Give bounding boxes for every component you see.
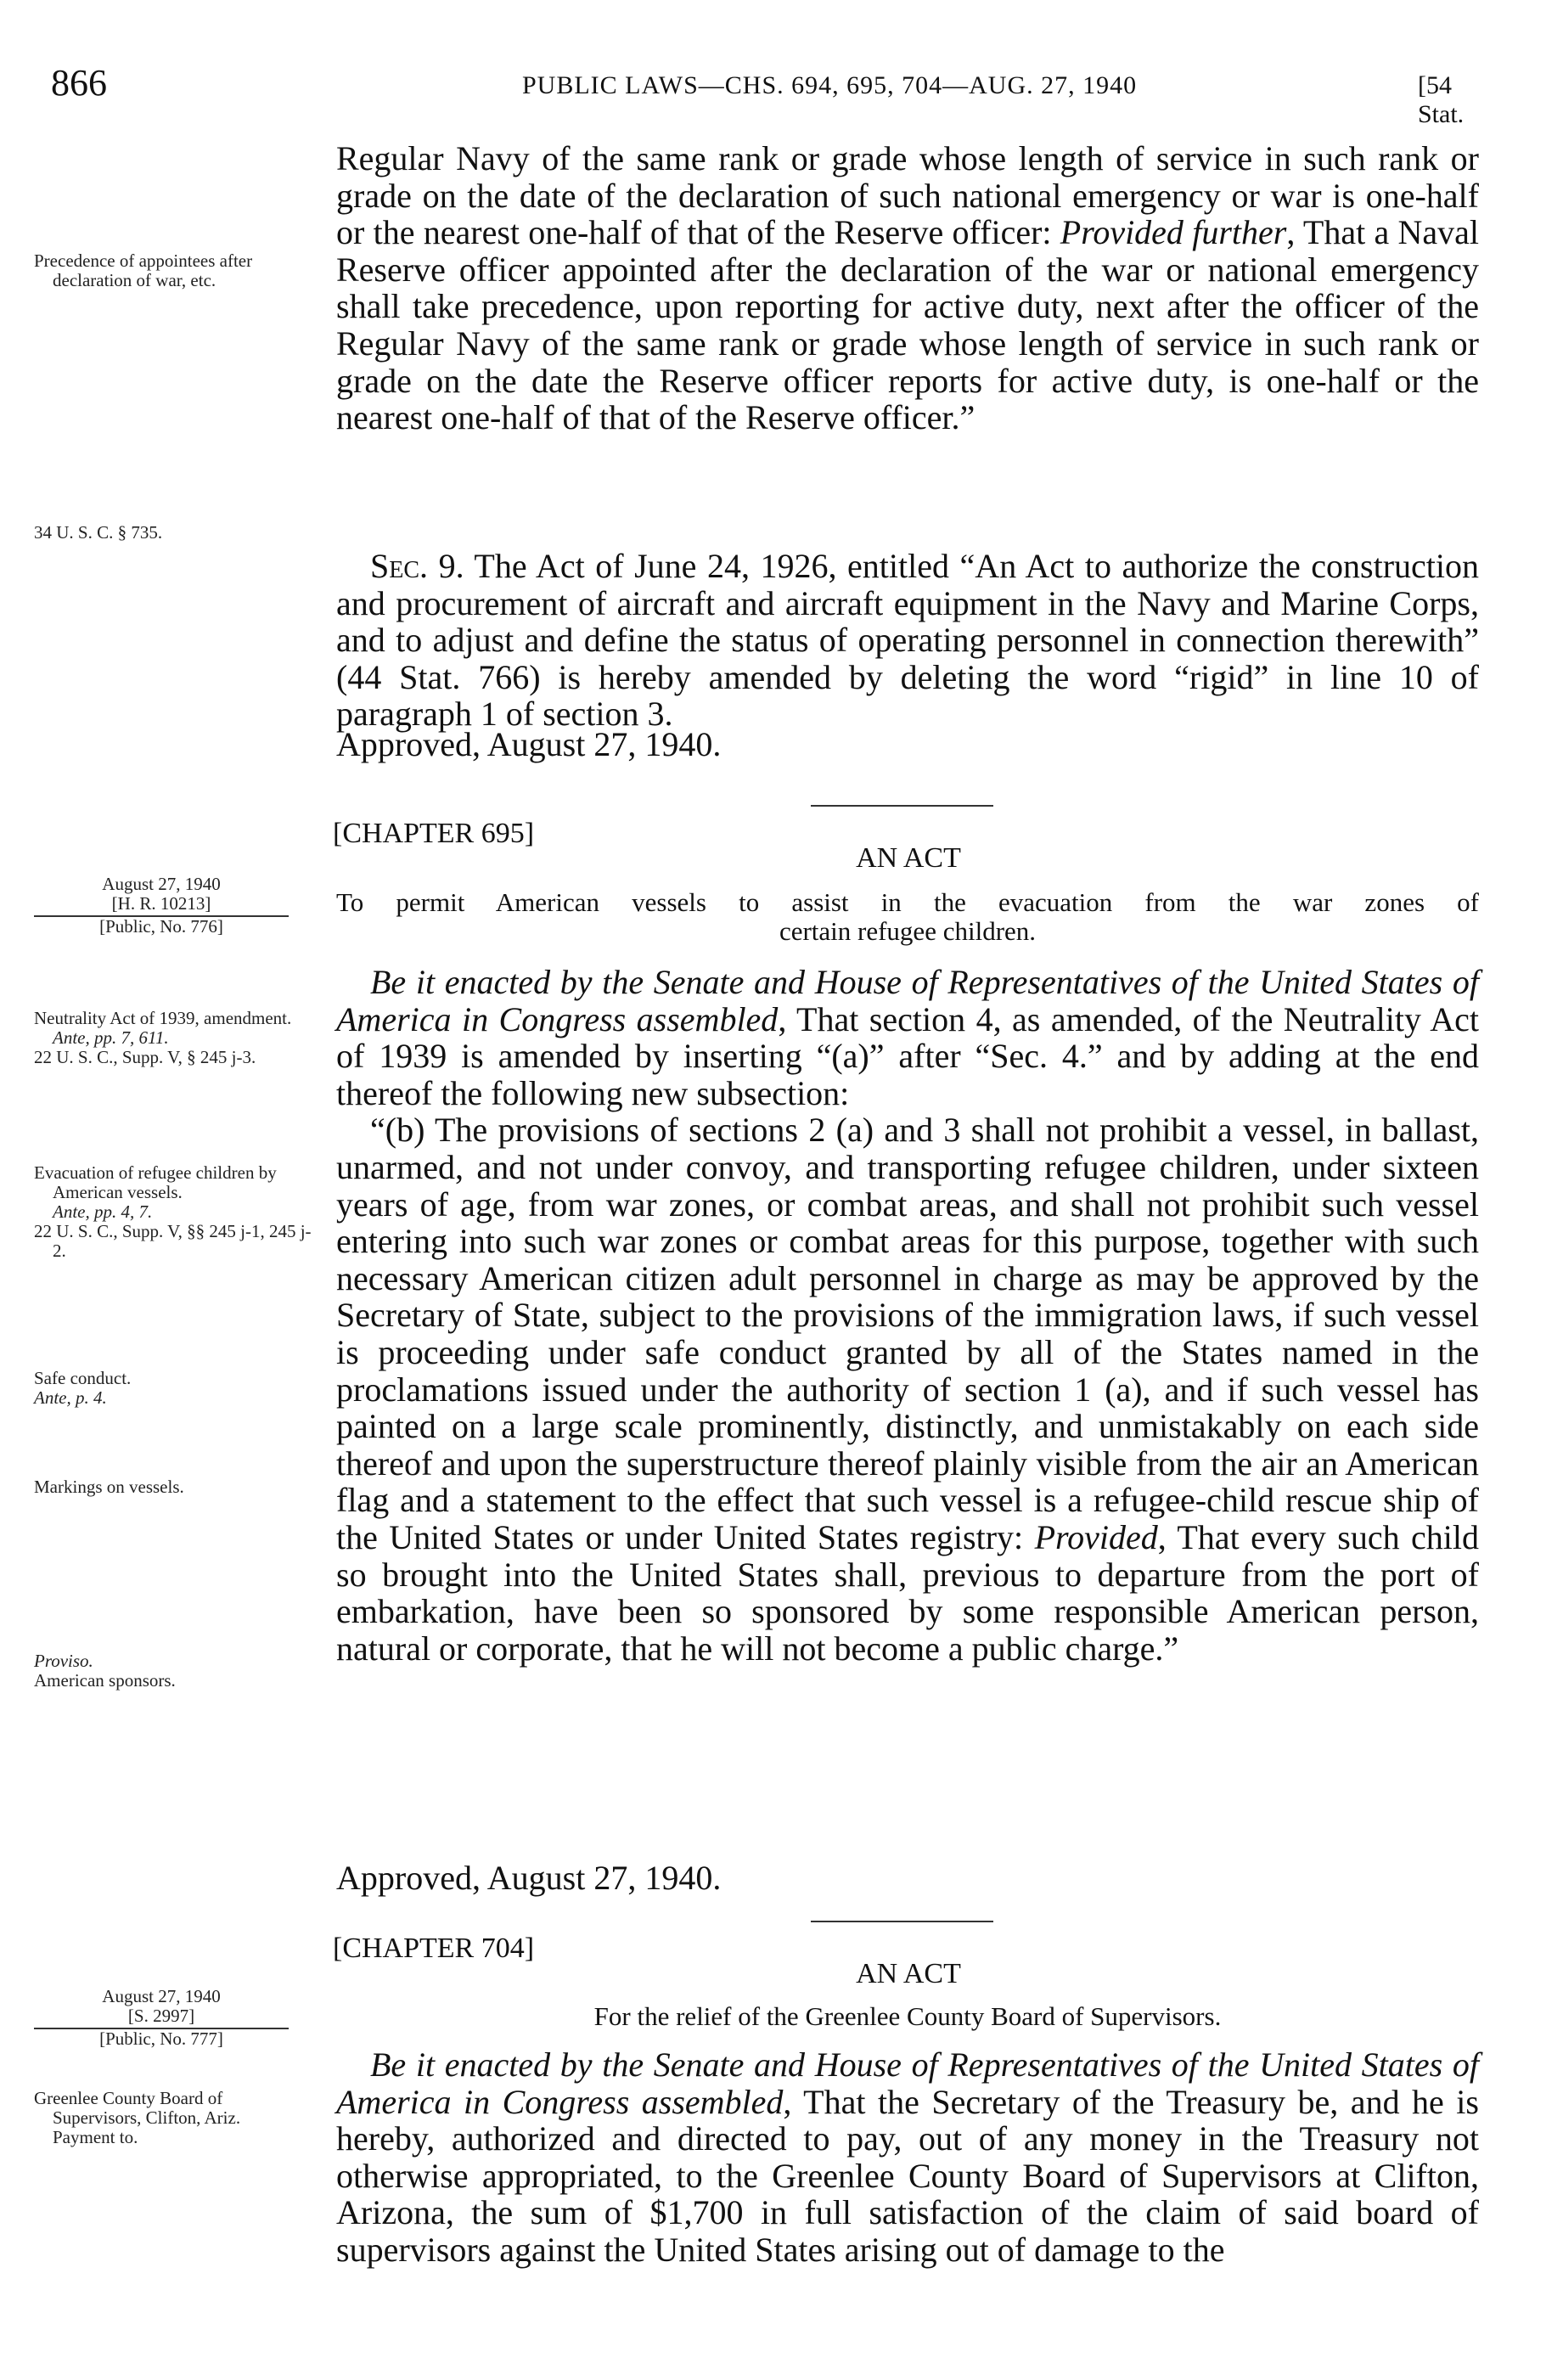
chapter-695-body: Be it enacted by the Senate and House of Representatives of the United States of America in Congress assembled, That section 4, as amended, of the Neutrality Act of 1939 is amended by inserting “(a)” after “Sec. 4.” and by adding at the end thereof the following new subsection: “(b) The provisions of sections 2 (a) and 3 shall not prohibit a vessel, in ballast, unarmed, and not under convoy, and transporting refugee children, under sixteen years of age, from war zones, or combat areas, and shall not prohibit such vessel entering into such war zones or combat areas for this purpose, together with such necessary American citizen adult personnel in charge as may be approved by the Secretary of State, subject to the provisions of the immigration laws, if such vessel is proceeding under safe conduct granted by all of the States named in the proclamations issued under the authority of section 1 (a), and if such vessel has painted on a large scale prominently, distinctly, and unmistakably on each side thereof and upon the superstructure thereof plainly visible from the air an American flag and a statement to the effect that such vessel is a refugee-child rescue ship of the United States or under United States registry: Provided, That every such child so brought into the United States shall, previous to departure from the port of embarkation, have been so sponsored by some responsible American person, natural or corporate, that he will not become a public charge.” bbox=[336, 963, 1479, 1668]
an-act-heading: AN ACT bbox=[856, 842, 961, 874]
chapter-695-heading: [CHAPTER 695] bbox=[333, 818, 535, 849]
margin-note-neutrality: Neutrality Act of 1939, amendment. Ante, pp. 7, 611. 22 U. S. C., Supp. V, § 245 j-3. bbox=[34, 1008, 292, 1067]
approved-date-1: Approved, August 27, 1940. bbox=[336, 725, 722, 763]
margin-note-ch704-date: August 27, 1940 [S. 2997] [Public, No. 777] bbox=[34, 1987, 289, 2049]
approved-date-2: Approved, August 27, 1940. bbox=[336, 1859, 722, 1897]
margin-note-precedence: Precedence of appointees after declaration of war, etc. bbox=[34, 250, 253, 290]
an-act-heading: AN ACT bbox=[856, 1958, 961, 1989]
page-number: 866 bbox=[51, 62, 107, 104]
chapter-704-body: Be it enacted by the Senate and House of Representatives of the United States of America in Congress assembled, That the Secretary of the Treasury be, and he is hereby, authorized and directed to pay, out of any money in the Treasury not otherwise appropriated, to the Greenlee County Board of Supervisors at Clifton, Arizona, the sum of $1,700 in full satisfaction of the claim of said board of supervisors against the United States arising out of damage to the bbox=[336, 2045, 1479, 2269]
section-label: Sec. 9. bbox=[370, 547, 464, 585]
margin-note-proviso: Proviso. American sponsors. bbox=[34, 1651, 176, 1691]
chapter-695-long-title: To permit American vessels to assist in the evacuation from the war zones of certain refugee children. bbox=[336, 887, 1479, 946]
enacting-clause: Be it enacted by the Senate and House of Representatives of the United States of America in Congress assembled bbox=[336, 963, 1479, 1038]
section-9-text: Sec. 9. The Act of June 24, 1926, entitled “An Act to authorize the construction and procurement of aircraft and aircraft equipment in the Navy and Marine Corps, and to adjust and define the status of operating personnel in connection therewith” (44 Stat. 766) is hereby amended by deleting the word “rigid” in line 10 of paragraph 1 of section 3. bbox=[336, 547, 1479, 734]
chapter-704-long-title: For the relief of the Greenlee County Board of Supervisors. bbox=[593, 2001, 1222, 2031]
section-8-text: Regular Navy of the same rank or grade whose length of service in such rank or grade on the date of the declaration of such national emergency or war is one-half or the nearest one-half of that of the Reserve officer: Provided further, That a Naval Reserve officer appointed after the declaration of the war or national emergency shall take precedence, upon reporting for active duty, next after the officer of the Regular Navy of the same rank or grade whose length of service in such rank or grade on the date the Reserve officer reports for active duty, is one-half or the nearest one-half of that of the Reserve officer.” bbox=[336, 139, 1480, 437]
margin-note-markings: Markings on vessels. bbox=[34, 1477, 184, 1497]
divider-rule bbox=[811, 805, 993, 807]
margin-note-ch695-date: August 27, 1940 [H. R. 10213] [Public, No. 776] bbox=[34, 875, 289, 937]
margin-note-safe-conduct: Safe conduct. Ante, p. 4. bbox=[34, 1368, 132, 1408]
chapter-704-heading: [CHAPTER 704] bbox=[333, 1933, 535, 1964]
volume-reference: [54 Stat. bbox=[1418, 71, 1465, 128]
running-head: PUBLIC LAWS—CHS. 694, 695, 704—AUG. 27, 1940 bbox=[522, 71, 1138, 99]
margin-note-usc-735: 34 U. S. C. § 735. bbox=[34, 522, 163, 543]
enacting-clause: Be it enacted by the Senate and House of Representatives of the United States of America in Congress assembled bbox=[336, 2045, 1479, 2121]
margin-note-evacuation: Evacuation of refugee children by American vessels. Ante, pp. 4, 7. 22 U. S. C., Supp. V, §§ 245 j-1, 245 j-2. bbox=[34, 1162, 312, 1261]
page-header bbox=[51, 61, 1494, 128]
margin-note-greenlee: Greenlee County Board of Supervisors, Clifton, Ariz. Payment to. bbox=[34, 2088, 241, 2147]
divider-rule bbox=[811, 1921, 993, 1922]
